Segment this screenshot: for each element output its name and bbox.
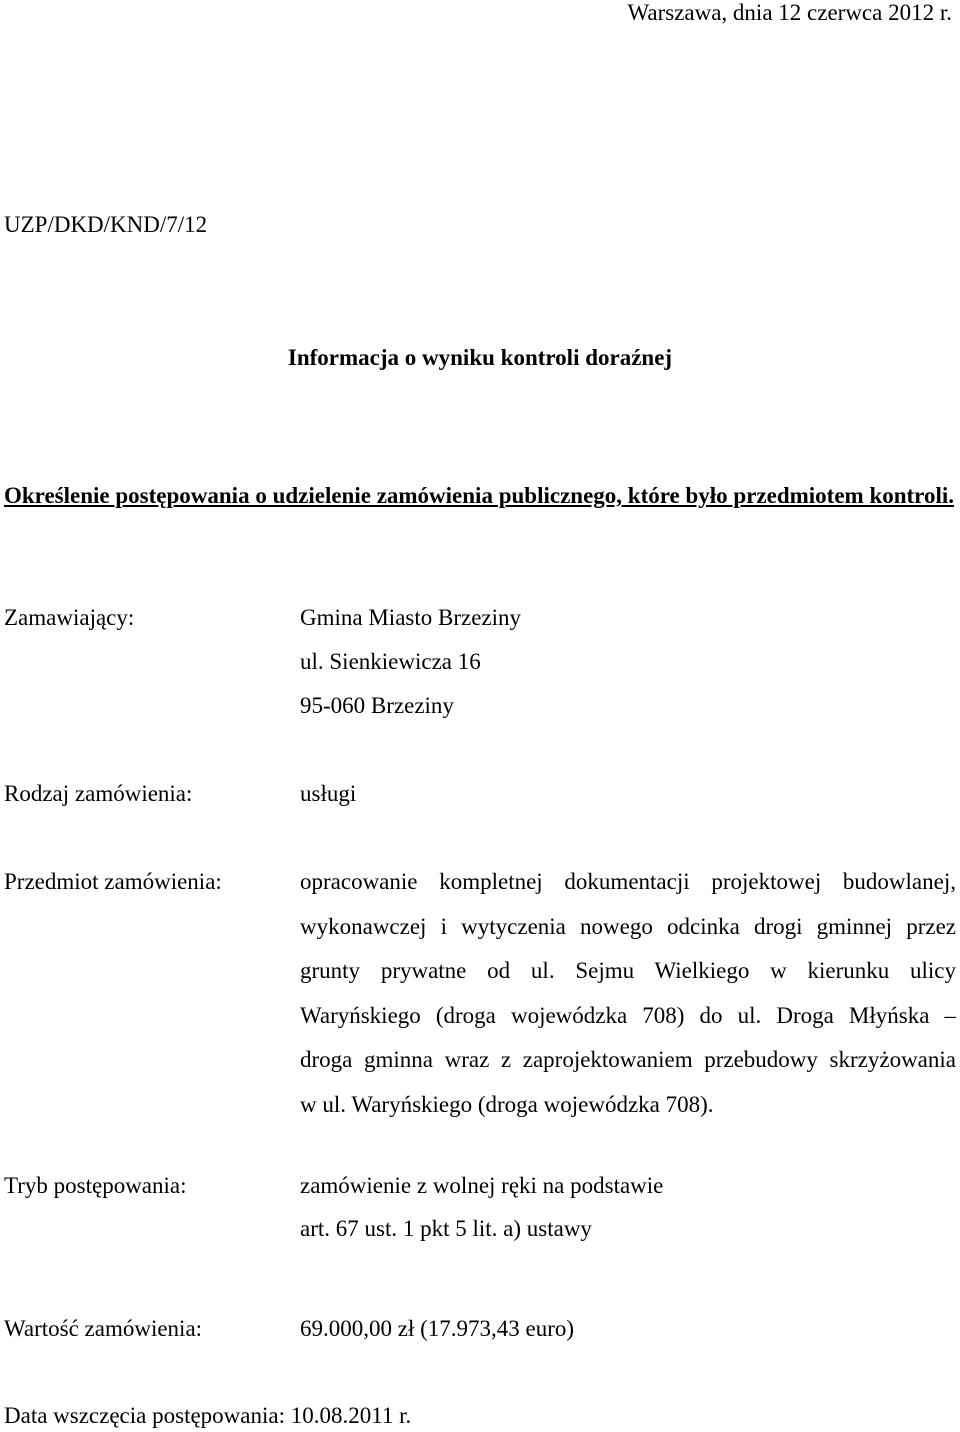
procedure-mode-label: Tryb postępowania: (4, 1173, 187, 1198)
ordering-party-city: 95-060 Brzeziny (300, 693, 454, 718)
order-type-label: Rodzaj zamówienia: (4, 781, 193, 806)
order-subject-line: wykonawczej i wytyczenia nowego odcinka drogi gminnej przez (300, 913, 956, 939)
order-subject-line: droga gminna wraz z zaprojektowaniem przebudowy skrzyżowania (300, 1047, 956, 1072)
document-title: Informacja o wyniku kontroli doraźnej (287, 345, 673, 370)
order-subject-line: opracowanie kompletnej dokumentacji projektowej budowlanej, (300, 869, 956, 894)
reference-number: UZP/DKD/KND/7/12 (4, 212, 208, 237)
order-subject-line: grunty prywatne od ul. Sejmu Wielkiego w kierunku ulicy (300, 958, 956, 983)
order-subject-line: w ul. Waryńskiego (droga wojewódzka 708). (300, 1091, 714, 1117)
ordering-party-label: Zamawiający: (4, 605, 135, 630)
subject-heading: Określenie postępowania o udzielenie zamówienia publicznego, które było przedmiotem kontroli. (4, 483, 955, 508)
order-value-label: Wartość zamówienia: (4, 1316, 203, 1341)
order-subject-line: Waryńskiego (droga wojewódzka 708) do ul. Droga Młyńska – (300, 1002, 956, 1028)
order-type-value: usługi (300, 781, 357, 806)
order-subject-label: Przedmiot zamówienia: (4, 869, 222, 894)
procedure-start-date: Data wszczęcia postępowania: 10.08.2011 r. (4, 1403, 412, 1428)
order-value-amount: 69.000,00 zł (17.973,43 euro) (300, 1316, 575, 1341)
document-date: Warszawa, dnia 12 czerwca 2012 r. (627, 0, 952, 25)
procedure-mode-line: zamówienie z wolnej ręki na podstawie (300, 1173, 664, 1198)
ordering-party-name: Gmina Miasto Brzeziny (300, 605, 522, 630)
order-subject-value (300, 860, 956, 1127)
ordering-party-street: ul. Sienkiewicza 16 (300, 649, 481, 674)
procedure-mode-line: art. 67 ust. 1 pkt 5 lit. a) ustawy (300, 1216, 592, 1241)
